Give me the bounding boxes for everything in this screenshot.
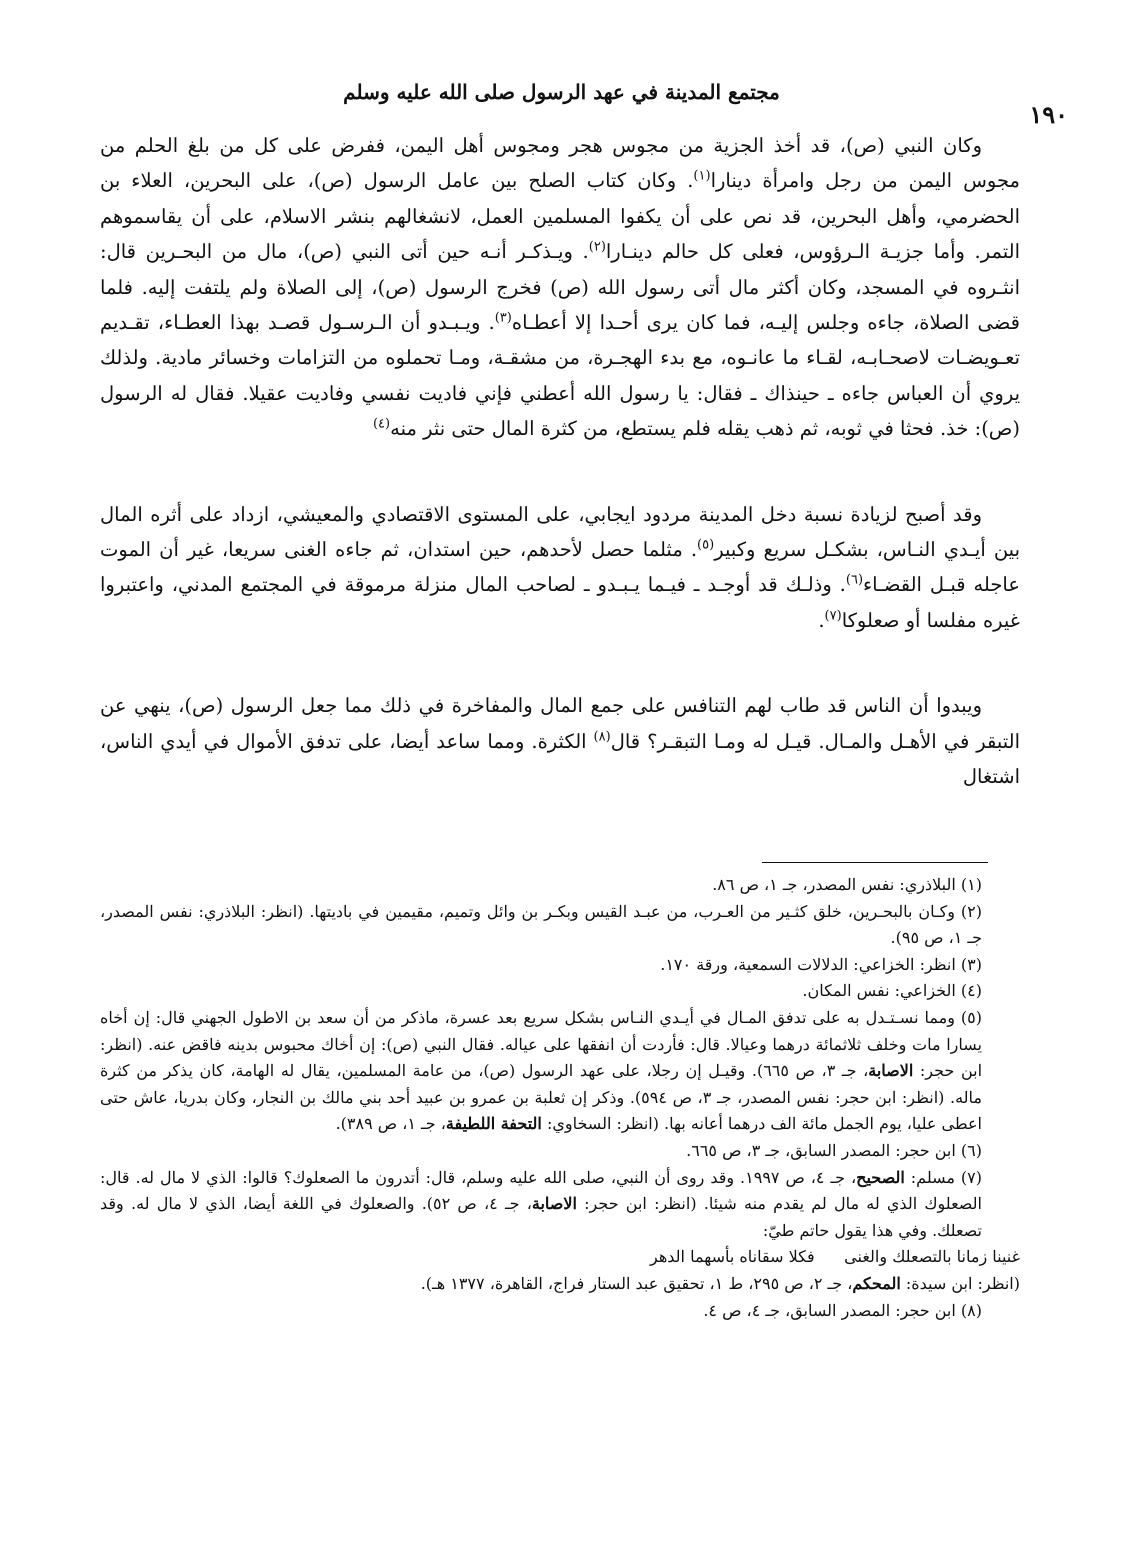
text-run: (انظر: ابن سيدة: — [900, 1273, 1020, 1293]
footnote-ref-3: (٣) — [494, 310, 512, 326]
footnote-6: (٦) ابن حجر: المصدر السابق، جـ ٣، ص ٦٦٥. — [686, 1140, 982, 1160]
text-run: . وذلـك قد أوجـد ـ فيـما يـبـدو ـ لصاحب المال منزلة مرموقة في المجتمع المدني، واعتبروا غيره مفلسا أو صعلوكا — [100, 573, 1020, 632]
text-run: الكثرة. ومما ساعد أيضا، على تدفق الأموال في أيدي الناس، اشتغال — [100, 729, 1020, 789]
footnote-ref-5: (٥) — [697, 537, 715, 553]
running-title: مجتمع المدينة في عهد الرسول صلى الله عليه وسلم — [343, 80, 780, 104]
text-run: وكان النبي (ص)، قد أخذ الجزية من مجوس هجر ومجوس أهل اليمن، ففرض على كل من بلغ الحلم من مجوس اليمن من رجل وامرأة دينارا — [100, 134, 1020, 193]
poetry-verse — [100, 1244, 1020, 1271]
footnote-ref-4: (٤) — [372, 416, 391, 432]
text-run: ، جـ ١، ص ٣٨٩). — [335, 1114, 446, 1134]
book-title: التحفة اللطيفة — [445, 1114, 542, 1134]
book-title: الصحيح — [856, 1167, 905, 1187]
footnote-5 — [100, 1005, 1020, 1138]
text-run: . ويـبـدو أن الـرسـول قصـد بهذا العطـاء، تقـديم تعـويضـات لاصحـابـه، لقـاء ما عانـوه، مع بدء الهجـرة، من مشقـة، ومـا تحملوه من التزامات وخسائر مادية. ولذلك يروي أن العباس جاءه ـ حينذاك ـ فقال: يا رسول الله أعطني فإني فاديت نفسي وفاديت عقيلا. فقال له الرسول (ص): خذ. فحثا في ثوبه، ثم ذهب يقله فلم يستطع، من كثرة المال حتى نثر منه — [100, 311, 1020, 441]
text-run: . ويـذكـر أنـه حين أتى النبي (ص)، مال من البحـرين قال: انثـروه في المسجد، وكان أكثر مال أتى رسول الله (ص) فخرج الرسول (ص)، إلى الصلاة ولم يلتفت إليه. فلما قضى الصلاة، جاءه وجلس إليـه، فما كان يرى أحـدا إلا أعطـاه — [100, 240, 1020, 335]
footnote-ref-1: (١) — [693, 168, 711, 184]
main-text — [100, 128, 1020, 795]
text-run: وقد أصبح لزيادة نسبة دخل المدينة مردود ايجابي، على المستوى الاقتصادي والمعيشي، ازداد على أثره المال بين أيـدي النـاس، بشكـل سريع وكبير — [100, 502, 1020, 562]
book-title: الاصابة — [531, 1194, 577, 1214]
book-title: الاصابة — [868, 1061, 914, 1081]
text-run: ، جـ ٤، ص ٥٢). والصعلوك في اللغة أيضا، الذي لا مال له. وقد تصعلك. وفي هذا يقول حاتم طيّ: — [100, 1194, 982, 1240]
footnote-3: (٣) انظر: الخزاعي: الدلالات السمعية، ورقة ١٧٠. — [660, 954, 982, 974]
footnote-8: (٨) ابن حجر: المصدر السابق، جـ ٤، ص ٤. — [703, 1300, 982, 1320]
footnote-7-citation — [100, 1271, 1020, 1298]
footnote-ref-8: (٨) — [593, 729, 611, 745]
verse-first-hemistich: غنينا زمانا بالتصعلك والغنى — [844, 1247, 1020, 1267]
verse-second-hemistich: فكلا سقاناه بأسهما الدهر — [650, 1247, 815, 1267]
footnote-ref-6: (٦) — [845, 572, 864, 588]
text-run: ، جـ ٣، ص ٦٦٥). وقيـل إن رجلا، على عهد الرسول (ص)، من عامة المسلمين، يقال له الهامة، كان يذكر من كثرة ماله. (انظر: ابن حجر: نفس المصدر، جـ ٣، ص ٥٩٤). وذكر إن ثعلبة بن عمرو بن عبيد أحد بني مالك بن النجار، وكان بدريا، عاش حتى اعطى عليا، يوم الجمل مائة الف درهما أعانه بها. (انظر: السخاوي: — [100, 1061, 982, 1134]
footnote-4: (٤) الخزاعي: نفس المكان. — [802, 981, 982, 1001]
text-run: (٥) ومما نسـتـدل به على تدفق المـال في أيـدي النـاس بشكل سريع بعد عسرة، ماذكر من أن سعد بن الاطول الجهني قال: إن أخاه يسارا مات وخلف ثلاثمائة درهما وعيالا. قال: فأردت أن انفقها على عياله. فقال النبي (ص): إن أخاك محبوس بدينه فاقض عنه. (انظر: ابن حجر: — [100, 1007, 983, 1081]
footnote-2: (٢) وكـان بالبحـرين، خلق كثـير من العـرب، من عبـد القيس وبكـر بن وائل وتميم، مقيمين في باديتها. (انظر: البلاذري: نفس المصدر، جـ ١، ص ٩٥). — [100, 901, 982, 948]
text-run: . مثلما حصل لأحدهم، حين استدان، ثم جاءه الغنى سريعا، غير أن الموت عاجله قبـل القضـاء — [100, 538, 1020, 597]
footnote-separator — [762, 862, 988, 863]
text-run: ، جـ ٤، ص ١٩٩٧. وقد روى أن النبي، صلى الله عليه وسلم، قال: أتدرون ما الصعلوك؟ قالوا: الذي لا مال له. قال: الصعلوك الذي له مال لم يقدم منه شيئا. (انظر: ابن حجر: — [100, 1167, 983, 1214]
footnote-1: (١) البلاذري: نفس المصدر، جـ ١، ص ٨٦. — [712, 875, 982, 894]
footnote-7 — [100, 1165, 1020, 1245]
text-run: ، جـ ٢، ص ٢٩٥، ط ١، تحقيق عبد الستار فراج، القاهرة، ١٣٧٧ هـ). — [420, 1273, 853, 1293]
paragraph-2 — [100, 497, 1020, 639]
paragraph-3 — [100, 688, 1020, 794]
footnotes — [100, 872, 1020, 1324]
page-number: ١٩٠ — [1029, 100, 1068, 129]
text-run: (٧) مسلم: — [904, 1167, 982, 1187]
text-run: . وكان كتاب الصلح بين عامل الرسول (ص)، على البحرين، العلاء بن الحضرمي، وأهل البحرين، قد نص على أن يكفوا المسلمين العمل، لانشغالهم بنشر الاسلام، على أن يقاسموهم التمر. وأما جزيـة الـرؤوس، فعلى كل حالم دينـارا — [100, 169, 1020, 264]
footnote-ref-2: (٢) — [588, 239, 606, 255]
book-title: المحكم — [852, 1273, 901, 1293]
paragraph-1 — [100, 128, 1020, 447]
text-run: . — [818, 608, 825, 632]
footnote-ref-7: (٧) — [824, 608, 842, 624]
text-run: ويبدوا أن الناس قد طاب لهم التنافس على جمع المال والمفاخرة في ذلك مما جعل الرسول (ص)، ينهي عن التبقر في الأهـل والمـال. قيـل له ومـا التبقـر؟ قال — [100, 694, 1020, 753]
